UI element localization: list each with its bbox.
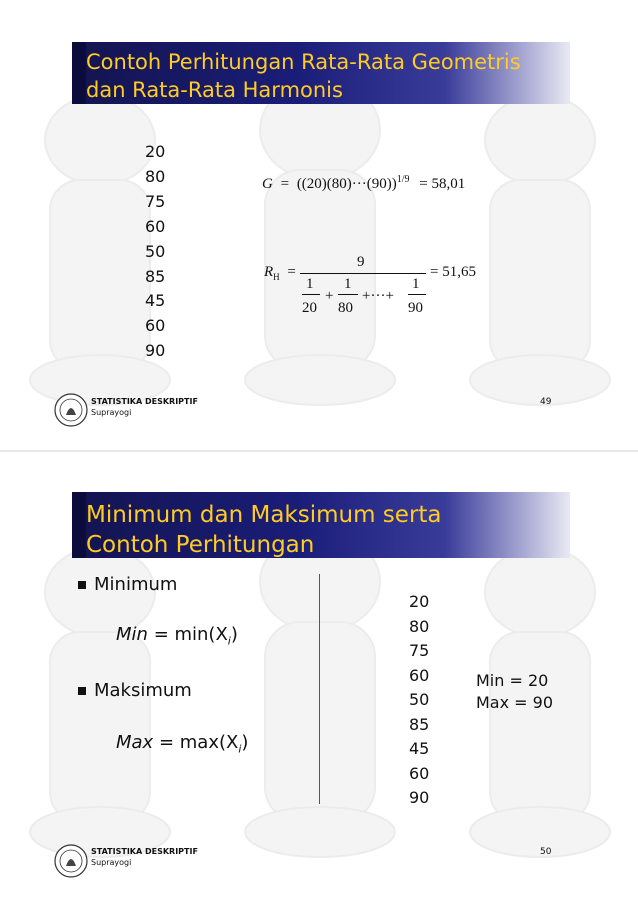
geo-eq: = [280, 176, 290, 192]
bullet-minimum [78, 574, 177, 595]
geo-result: = 58,01 [419, 176, 466, 192]
max-sub: i [238, 742, 242, 756]
max-rhs: = max(X [158, 732, 239, 753]
geometric-mean-formula [262, 174, 465, 193]
f3-num: 1 [412, 276, 420, 292]
list-item: 85 [145, 266, 166, 286]
geo-expr: ((20)(80)···(90)) [296, 176, 397, 192]
list-item: 75 [145, 191, 166, 211]
bullet-maksimum [78, 680, 192, 701]
min-rhs: = min(X [153, 624, 228, 645]
list-item: 60 [409, 665, 430, 685]
f3-bar [408, 294, 426, 295]
slide-49 [0, 0, 638, 451]
max-formula [116, 732, 248, 756]
footer-author: Suprayogi [91, 858, 132, 867]
max-result: Max = 90 [476, 693, 554, 712]
slide-title [86, 500, 442, 560]
title-line-1: Contoh Perhitungan Rata-Rata Geometris [86, 50, 521, 74]
plus-1: + [325, 288, 334, 304]
f2-num: 1 [344, 276, 352, 292]
f1-bar [302, 294, 320, 295]
min-sub: i [227, 634, 231, 648]
title-line-2: dan Rata-Rata Harmonis [86, 78, 343, 102]
slide-title [86, 48, 521, 104]
f3-den: 90 [408, 300, 423, 316]
list-item: 90 [145, 341, 166, 361]
list-item: 75 [409, 641, 430, 660]
harm-numerator: 9 [357, 254, 365, 270]
harm-sub: H [273, 272, 280, 282]
max-lhs: Max [116, 732, 154, 753]
harmonic-mean-lhs [264, 264, 296, 282]
list-item: 60 [145, 316, 166, 336]
min-lhs: Min [116, 624, 148, 645]
harm-result: = 51,65 [430, 264, 476, 280]
university-seal-icon [54, 844, 88, 878]
geo-exponent: 1/9 [396, 174, 410, 185]
data-list [145, 140, 165, 364]
page-number: 50 [540, 847, 552, 857]
list-item: 80 [409, 616, 430, 636]
footer-course: STATISTIKA DESKRIPTIF [91, 397, 198, 406]
min-result: Min = 20 [476, 671, 549, 690]
footer [91, 396, 198, 418]
f1-den: 20 [302, 300, 317, 316]
geo-lhs: G [262, 176, 273, 192]
data-list [409, 590, 429, 811]
square-bullet-icon [78, 687, 86, 695]
bullet-maksimum-label: Maksimum [94, 680, 192, 701]
fraction-bar [300, 273, 426, 274]
f2-bar [338, 294, 358, 295]
page-number: 49 [540, 397, 552, 407]
list-item: 45 [409, 739, 430, 758]
list-item: 50 [145, 241, 166, 261]
list-item: 80 [145, 166, 166, 186]
bullet-minimum-label: Minimum [94, 574, 178, 595]
result-box [476, 670, 553, 714]
list-item: 60 [145, 216, 166, 236]
footer-course: STATISTIKA DESKRIPTIF [91, 847, 198, 856]
square-bullet-icon [78, 581, 86, 589]
min-formula [116, 624, 238, 648]
list-item: 90 [409, 788, 430, 807]
f2-den: 80 [338, 300, 353, 316]
dots: +···+ [362, 288, 394, 304]
footer [91, 846, 198, 868]
list-item: 20 [409, 592, 430, 611]
column-divider [319, 574, 320, 804]
list-item: 50 [409, 690, 430, 709]
harm-lhs: R [264, 264, 274, 280]
min-close: ) [230, 624, 238, 645]
university-seal-icon [54, 393, 88, 427]
list-item: 45 [145, 291, 166, 311]
title-line-2: Contoh Perhitungan [86, 532, 315, 558]
list-item: 20 [145, 142, 166, 161]
f1-num: 1 [306, 276, 314, 292]
max-close: ) [241, 732, 249, 753]
list-item: 85 [409, 714, 430, 734]
harm-eq: = [287, 264, 296, 280]
title-line-1: Minimum dan Maksimum serta [86, 502, 442, 528]
list-item: 60 [409, 763, 430, 783]
slide-50 [0, 452, 638, 903]
footer-author: Suprayogi [91, 408, 132, 417]
